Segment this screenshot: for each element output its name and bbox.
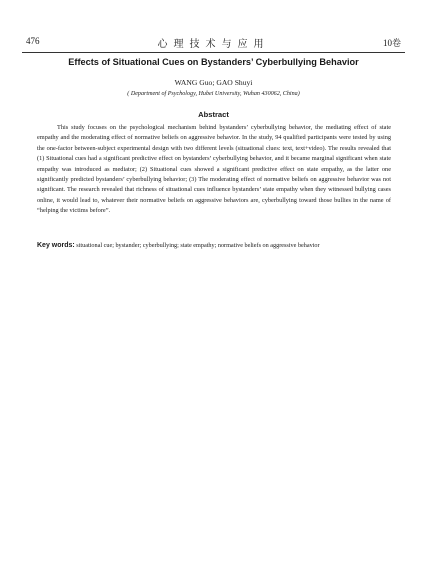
- author-affiliation: ( Department of Psychology, Hubei University, Wuhan 430062, China): [127, 91, 300, 97]
- keywords-line: [37, 241, 391, 251]
- abstract-heading: Abstract: [198, 110, 229, 119]
- author-list: WANG Guo; GAO Shuyi: [174, 78, 253, 87]
- keywords-text: situational cue; bystander; cyberbullying; state empathy; normative beliefs on aggressive behavior: [76, 242, 320, 249]
- volume-label: 10卷: [382, 38, 401, 48]
- article-title: Effects of Situational Cues on Bystanders’ Cyberbullying Behavior: [68, 57, 359, 67]
- page-number: 476: [26, 36, 40, 46]
- abstract-text: This study focuses on the psychological mechanism behind bystanders’ cyberbullying behavior, the mediating effect of state empathy and the moderating effect of normative beliefs on aggressive behavior. In the study, 94 qualified participants were tested by using the one-factor between-subject experimental design with two different levels (situational clues: text, text+video). The results revealed that (1) Situational cues had a significant predictive effect on bystanders’ cyberbullying behavior, and it became marginal significant when state empathy was introduced as mediator; (2) Situational cues showed a significant predictive effect on state empathy, as the latter one significantly predicted bystanders’ cyberbullying behavior; (3) The moderating effect of normative beliefs on aggressive behavior was not significant. The research revealed that richness of situational cues influence bystanders’ state empathy when they witnessed bullying cases online, it would lead to, whatever their normative beliefs on aggressive behaviors are, cyberbullying toward those bullies in the name of “helping the victims before”.: [37, 124, 391, 215]
- keywords-label: Key words:: [37, 242, 75, 249]
- journal-name: 心理技术与应用: [157, 39, 270, 50]
- running-header: [22, 34, 405, 53]
